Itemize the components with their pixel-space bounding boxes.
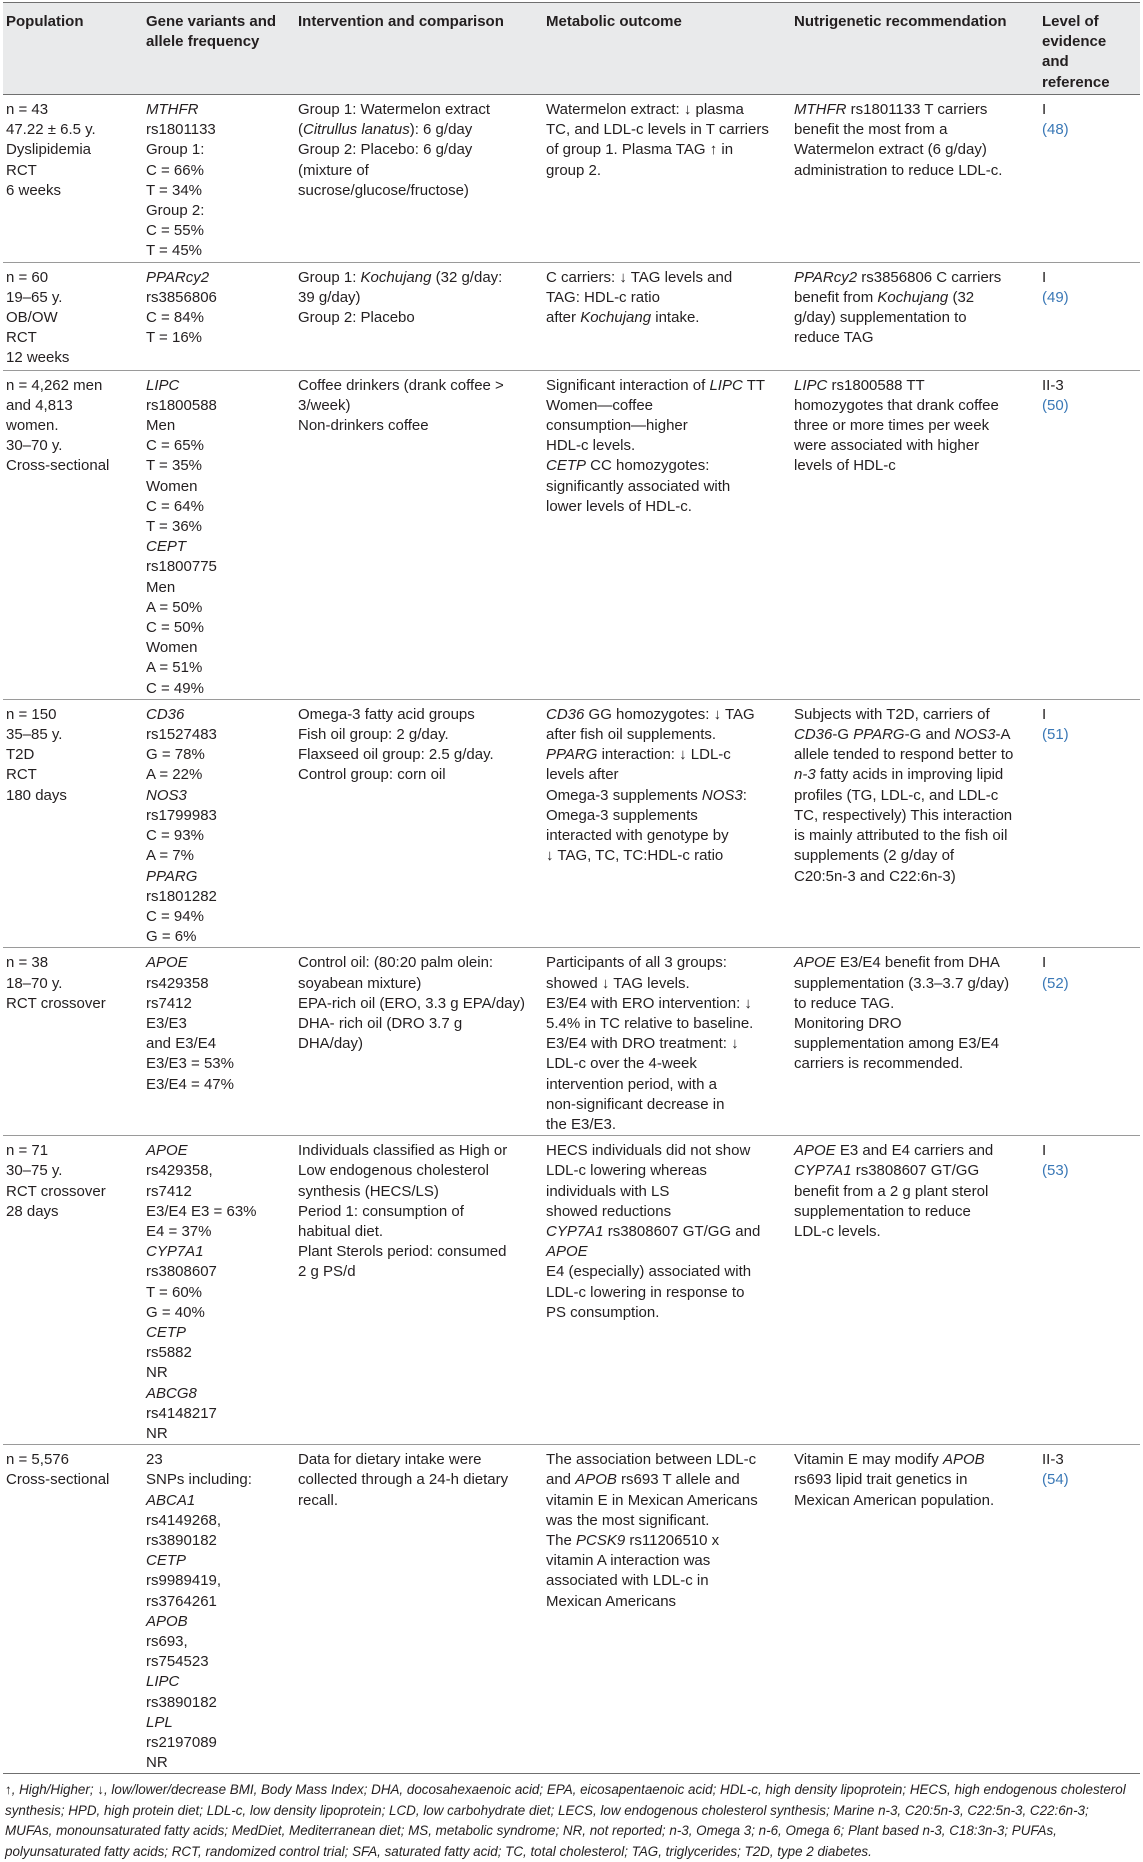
outcome-line: PPARG interaction: ↓ LDL-c: [546, 746, 731, 764]
gene-line: and E3/E4: [146, 1035, 217, 1053]
table-row: [3, 948, 1140, 1136]
gene-line: Group 2:: [146, 202, 205, 220]
gene-line: Women: [146, 477, 198, 495]
outcome-line: Watermelon extract: ↓ plasma: [546, 101, 744, 118]
outcome-line: consumption—higher: [546, 417, 688, 435]
nutrigenetics-table: [3, 2, 1140, 1774]
intervention-line: sucrose/glucose/fructose): [298, 181, 469, 199]
population-line: Dyslipidemia: [6, 141, 92, 159]
recommendation-line: were associated with higher: [794, 437, 980, 455]
gene-line: NOS3: [146, 786, 187, 804]
metabolic-outcome-cell: [543, 948, 791, 1136]
gene-line: rs1801133: [146, 121, 216, 139]
outcome-line: interacted with genotype by: [546, 827, 729, 845]
evidence-level: II-3: [1042, 376, 1064, 394]
intervention-line: collected through a 24-h dietary: [298, 1471, 509, 1489]
outcome-line: E3/E4 with ERO intervention: ↓: [546, 994, 752, 1012]
intervention-line: Plant Sterols period: consumed: [298, 1243, 507, 1261]
population-line: RCT: [6, 766, 37, 784]
intervention-line: Low endogenous cholesterol: [298, 1162, 489, 1180]
gene-line: C = 50%: [146, 619, 204, 637]
outcome-line: The PCSK9 rs11206510 x: [546, 1532, 720, 1549]
gene-line: E3/E4 E3 = 63%: [146, 1202, 257, 1220]
intervention-line: synthesis (HECS/LS): [298, 1182, 439, 1200]
gene-line: LPL: [146, 1713, 173, 1731]
header-evidence: Level of evidence and reference: [1039, 3, 1140, 95]
table-row: [3, 95, 1140, 263]
gene-line: rs3890182: [146, 1532, 217, 1549]
outcome-line: individuals with LS: [546, 1182, 670, 1200]
recommendation-line: benefit from Kochujang (32: [794, 288, 975, 306]
population-cell: [3, 370, 143, 699]
gene-line: CETP: [146, 1323, 187, 1341]
intervention-line: Period 1: consumption of: [298, 1202, 464, 1220]
outcome-line: TC, and LDL-c levels in T carriers: [546, 121, 769, 139]
gene-line: rs1527483: [146, 726, 217, 744]
population-line: 28 days: [6, 1202, 59, 1220]
recommendation-line: LDL-c levels.: [794, 1222, 881, 1240]
intervention-cell: [295, 370, 543, 699]
metabolic-outcome-cell: [543, 95, 791, 263]
recommendation-line: n-3 fatty acids in improving lipid: [794, 766, 1004, 784]
evidence-level: II-3: [1042, 1451, 1064, 1469]
gene-line: rs1800588: [146, 396, 217, 414]
recommendation-line: g/day) supplementation to: [794, 309, 967, 327]
gene-line: rs7412: [146, 994, 192, 1012]
gene-line: rs7412: [146, 1182, 192, 1200]
outcome-line: TAG: HDL-c ratio: [546, 288, 660, 306]
gene-line: rs9989419,: [146, 1572, 222, 1590]
gene-line: E3/E3: [146, 1014, 187, 1032]
gene-variants-cell: [143, 1136, 295, 1445]
outcome-line: vitamin E in Mexican Americans: [546, 1491, 758, 1509]
recommendation-line: supplementation among E3/E4: [794, 1035, 1000, 1053]
header-intervention: Intervention and comparison: [295, 3, 543, 95]
gene-line: C = 64%: [146, 497, 204, 515]
gene-line: CYP7A1: [146, 1243, 204, 1261]
outcome-line: showed ↓ TAG levels.: [546, 974, 690, 992]
intervention-line: EPA-rich oil (ERO, 3.3 g EPA/day): [298, 994, 526, 1012]
gene-line: T = 45%: [146, 242, 203, 260]
population-line: n = 5,576: [6, 1451, 69, 1469]
intervention-cell: [295, 95, 543, 263]
reference-link[interactable]: (53): [1042, 1162, 1069, 1180]
outcome-line: after fish oil supplements.: [546, 726, 717, 744]
population-line: 35–85 y.: [6, 726, 63, 744]
intervention-line: Coffee drinkers (drank coffee >: [298, 376, 504, 394]
gene-line: C = 66%: [146, 161, 204, 179]
outcome-line: APOE: [546, 1243, 588, 1261]
intervention-line: 3/week): [298, 396, 351, 414]
metabolic-outcome-cell: [543, 1445, 791, 1774]
gene-line: T = 60%: [146, 1283, 203, 1301]
population-cell: [3, 1445, 143, 1774]
gene-line: ABCG8: [146, 1384, 197, 1402]
evidence-cell: [1039, 1136, 1140, 1445]
intervention-cell: [295, 699, 543, 947]
evidence-cell: [1039, 370, 1140, 699]
outcome-line: E4 (especially) associated with: [546, 1263, 752, 1281]
gene-line: C = 55%: [146, 222, 204, 240]
recommendation-line: CD36-G PPARG-G and NOS3-A: [794, 726, 1011, 744]
gene-line: Women: [146, 639, 198, 657]
recommendation-line: to reduce TAG.: [794, 994, 895, 1012]
gene-line: CD36: [146, 705, 185, 723]
intervention-line: Control group: corn oil: [298, 766, 446, 784]
intervention-cell: [295, 1136, 543, 1445]
gene-line: G = 40%: [146, 1303, 205, 1321]
population-cell: [3, 95, 143, 263]
gene-line: PPARcy2: [146, 268, 210, 286]
evidence-level: I: [1042, 954, 1047, 972]
population-line: RCT: [6, 161, 37, 179]
population-line: RCT crossover: [6, 994, 106, 1012]
outcome-line: associated with LDL-c in: [546, 1572, 709, 1590]
gene-line: APOE: [146, 954, 188, 972]
reference-link[interactable]: (51): [1042, 726, 1069, 744]
recommendation-line: LIPC rs1800588 TT: [794, 376, 925, 394]
table-header-row: [3, 3, 1140, 95]
gene-line: rs3808607: [146, 1263, 217, 1281]
metabolic-outcome-cell: [543, 1136, 791, 1445]
table-body: [3, 95, 1140, 1774]
gene-line: rs754523: [146, 1653, 209, 1671]
gene-line: APOE: [146, 1142, 188, 1160]
outcome-line: E3/E4 with DRO treatment: ↓: [546, 1035, 739, 1053]
gene-line: Men: [146, 578, 176, 596]
population-cell: [3, 262, 143, 370]
gene-line: A = 7%: [146, 847, 194, 865]
gene-line: rs429358: [146, 974, 209, 992]
outcome-line: group 2.: [546, 161, 602, 179]
population-line: OB/OW: [6, 309, 58, 327]
gene-line: G = 6%: [146, 928, 197, 946]
evidence-level: I: [1042, 1142, 1047, 1160]
recommendation-line: allele tended to respond better to: [794, 746, 1014, 764]
gene-line: T = 16%: [146, 329, 203, 347]
evidence-level: I: [1042, 101, 1047, 118]
gene-line: NR: [146, 1754, 168, 1772]
reference-link[interactable]: (54): [1042, 1471, 1069, 1489]
gene-variants-cell: [143, 1445, 295, 1774]
outcome-line: was the most significant.: [546, 1511, 710, 1529]
gene-line: C = 84%: [146, 309, 204, 327]
intervention-line: soyabean mixture): [298, 974, 422, 992]
gene-line: rs4148217: [146, 1404, 217, 1422]
population-cell: [3, 699, 143, 947]
recommendation-line: Watermelon extract (6 g/day): [794, 141, 987, 159]
intervention-line: Non-drinkers coffee: [298, 417, 429, 435]
gene-line: A = 51%: [146, 659, 203, 677]
table-row: [3, 1136, 1140, 1445]
gene-line: rs1799983: [146, 806, 217, 824]
intervention-line: recall.: [298, 1491, 339, 1509]
table-row: [3, 370, 1140, 699]
header-metabolic-outcome: Metabolic outcome: [543, 3, 791, 95]
evidence-level: I: [1042, 268, 1047, 286]
intervention-line: DHA/day): [298, 1035, 364, 1053]
recommendation-line: administration to reduce LDL-c.: [794, 161, 1003, 179]
intervention-line: 2 g PS/d: [298, 1263, 356, 1281]
population-line: 19–65 y.: [6, 288, 63, 306]
reference-link[interactable]: (48): [1042, 121, 1069, 139]
evidence-level: I: [1042, 705, 1047, 723]
gene-line: rs3764261: [146, 1592, 217, 1610]
gene-line: rs429358,: [146, 1162, 213, 1180]
recommendation-line: Monitoring DRO: [794, 1014, 902, 1032]
outcome-line: LDL-c lowering in response to: [546, 1283, 745, 1301]
population-line: RCT crossover: [6, 1182, 106, 1200]
outcome-line: the E3/E3.: [546, 1115, 617, 1133]
outcome-line: LDL-c lowering whereas: [546, 1162, 707, 1180]
recommendation-line: PPARcy2 rs3856806 C carriers: [794, 268, 1002, 286]
population-line: 18–70 y.: [6, 974, 63, 992]
metabolic-outcome-cell: [543, 699, 791, 947]
population-line: n = 71: [6, 1142, 49, 1160]
gene-line: rs4149268,: [146, 1511, 222, 1529]
reference-link[interactable]: (52): [1042, 974, 1069, 992]
outcome-line: after Kochujang intake.: [546, 309, 700, 327]
intervention-line: Fish oil group: 2 g/day.: [298, 726, 449, 744]
recommendation-line: benefit from a 2 g plant sterol: [794, 1182, 989, 1200]
table-footnote: ↑, High/Higher; ↓, low/lower/decrease BMI, Body Mass Index; DHA, docosahexaenoic acid; EPA, eicosapentaenoic acid; HDL-c, high density lipoprotein; HECS, high endogenous cholesterol synthesis; HPD, high protein diet; LDL-c, low density lipoprotein; LCD, low carbohydrate diet; LECS, low endogenous cholesterol synthesis; Marine n-3, C20:5n-3, C22:5n-3, C22:6n-3; MUFAs, monounsaturated fatty acids; MedDiet, Mediterranean diet; MS, metabolic syndrome; NR, not reported; n-3, Omega 3; n-6, Omega 6; Plant based n-3, C18:3n-3; PUFAs, polyunsaturated fatty acids; RCT, randomized control trial; SFA, saturated fatty acid; TC, total cholesterol; TAG, triglycerides; T2D, type 2 diabetes.: [5, 1782, 1126, 1859]
recommendation-line: TC, respectively) This interaction: [794, 806, 1013, 824]
gene-variants-cell: [143, 262, 295, 370]
intervention-line: Group 2: Placebo: [298, 309, 415, 327]
evidence-cell: [1039, 1445, 1140, 1774]
population-line: 6 weeks: [6, 181, 62, 199]
population-line: 180 days: [6, 786, 67, 804]
reference-link[interactable]: (50): [1042, 396, 1069, 414]
recommendation-cell: [791, 262, 1039, 370]
gene-line: rs1800775: [146, 558, 217, 576]
population-line: 47.22 ± 6.5 y.: [6, 121, 96, 139]
outcome-line: ↓ TAG, TC, TC:HDL-c ratio: [546, 847, 724, 865]
intervention-cell: [295, 948, 543, 1136]
population-line: 12 weeks: [6, 349, 70, 367]
gene-variants-cell: [143, 95, 295, 263]
recommendation-line: Vitamin E may modify APOB: [794, 1451, 985, 1469]
recommendation-line: is mainly attributed to the fish oil: [794, 827, 1008, 845]
population-line: 30–75 y.: [6, 1162, 63, 1180]
recommendation-line: supplements (2 g/day of: [794, 847, 955, 865]
recommendation-line: C20:5n-3 and C22:6n-3): [794, 867, 956, 885]
outcome-line: of group 1. Plasma TAG ↑ in: [546, 141, 734, 159]
outcome-line: Significant interaction of LIPC TT: [546, 376, 766, 394]
outcome-line: and APOB rs693 T allele and: [546, 1471, 740, 1489]
recommendation-cell: [791, 1445, 1039, 1774]
recommendation-cell: [791, 370, 1039, 699]
gene-line: A = 22%: [146, 766, 203, 784]
population-line: n = 38: [6, 954, 49, 972]
gene-line: rs693,: [146, 1633, 188, 1651]
gene-line: ABCA1: [146, 1491, 196, 1509]
reference-link[interactable]: (49): [1042, 288, 1069, 306]
population-line: RCT: [6, 329, 37, 347]
recommendation-cell: [791, 948, 1039, 1136]
population-line: n = 60: [6, 268, 49, 286]
evidence-cell: [1039, 948, 1140, 1136]
intervention-line: 39 g/day): [298, 288, 361, 306]
intervention-line: (Citrullus lanatus): 6 g/day: [298, 121, 473, 139]
recommendation-line: APOE E3 and E4 carriers and: [794, 1142, 994, 1160]
intervention-line: Data for dietary intake were: [298, 1451, 482, 1469]
gene-line: LIPC: [146, 1673, 180, 1691]
gene-line: C = 93%: [146, 827, 204, 845]
gene-line: E4 = 37%: [146, 1222, 212, 1240]
intervention-cell: [295, 1445, 543, 1774]
evidence-cell: [1039, 699, 1140, 947]
recommendation-cell: [791, 95, 1039, 263]
gene-line: rs3856806: [146, 288, 217, 306]
gene-line: A = 50%: [146, 598, 203, 616]
gene-line: C = 65%: [146, 437, 204, 455]
outcome-line: HECS individuals did not show: [546, 1142, 751, 1160]
evidence-cell: [1039, 95, 1140, 263]
recommendation-line: benefit the most from a: [794, 121, 948, 139]
population-cell: [3, 948, 143, 1136]
recommendation-line: three or more times per week: [794, 417, 990, 435]
outcome-line: LDL-c over the 4-week: [546, 1055, 697, 1073]
gene-line: E3/E4 = 47%: [146, 1075, 234, 1093]
intervention-line: Omega-3 fatty acid groups: [298, 705, 475, 723]
population-cell: [3, 1136, 143, 1445]
recommendation-cell: [791, 1136, 1039, 1445]
recommendation-cell: [791, 699, 1039, 947]
table-row: [3, 1445, 1140, 1774]
population-line: n = 4,262 men: [6, 376, 103, 394]
gene-line: APOB: [146, 1612, 188, 1630]
gene-line: NR: [146, 1424, 168, 1442]
gene-line: C = 94%: [146, 907, 204, 925]
intervention-line: Group 1: Kochujang (32 g/day:: [298, 268, 503, 286]
recommendation-line: Mexican American population.: [794, 1491, 995, 1509]
outcome-line: vitamin A interaction was: [546, 1552, 711, 1570]
evidence-cell: [1039, 262, 1140, 370]
outcome-line: CD36 GG homozygotes: ↓ TAG: [546, 705, 755, 723]
gene-line: C = 49%: [146, 679, 204, 697]
outcome-line: PS consumption.: [546, 1303, 660, 1321]
gene-line: rs3890182: [146, 1693, 217, 1711]
header-gene-variants: Gene variants and allele frequency: [143, 3, 295, 95]
population-line: n = 43: [6, 101, 49, 118]
gene-variants-cell: [143, 948, 295, 1136]
outcome-line: Omega-3 supplements NOS3:: [546, 786, 747, 804]
intervention-line: Group 1: Watermelon extract: [298, 101, 491, 118]
population-line: T2D: [6, 746, 35, 764]
outcome-line: 5.4% in TC relative to baseline.: [546, 1014, 754, 1032]
gene-line: rs5882: [146, 1344, 192, 1362]
intervention-line: DHA- rich oil (DRO 3.7 g: [298, 1014, 463, 1032]
outcome-line: intervention period, with a: [546, 1075, 717, 1093]
outcome-line: Women—coffee: [546, 396, 653, 414]
outcome-line: lower levels of HDL-c.: [546, 497, 692, 515]
recommendation-line: CYP7A1 rs3808607 GT/GG: [794, 1162, 980, 1180]
recommendation-line: rs693 lipid trait genetics in: [794, 1471, 968, 1489]
outcome-line: levels after: [546, 766, 619, 784]
gene-line: CEPT: [146, 538, 187, 556]
gene-line: Men: [146, 417, 176, 435]
gene-line: CETP: [146, 1552, 187, 1570]
intervention-line: habitual diet.: [298, 1222, 384, 1240]
gene-line: NR: [146, 1364, 168, 1382]
intervention-cell: [295, 262, 543, 370]
gene-line: T = 35%: [146, 457, 203, 475]
intervention-line: Flaxseed oil group: 2.5 g/day.: [298, 746, 494, 764]
gene-line: T = 34%: [146, 181, 203, 199]
recommendation-line: supplementation (3.3–3.7 g/day): [794, 974, 1010, 992]
intervention-line: Group 2: Placebo: 6 g/day: [298, 141, 473, 159]
outcome-line: CETP CC homozygotes:: [546, 457, 710, 475]
gene-variants-cell: [143, 699, 295, 947]
header-population: Population: [3, 3, 143, 95]
outcome-line: significantly associated with: [546, 477, 731, 495]
population-line: n = 150: [6, 705, 57, 723]
population-line: Cross-sectional: [6, 457, 110, 475]
recommendation-line: Subjects with T2D, carriers of: [794, 705, 990, 723]
recommendation-line: MTHFR rs1801133 T carriers: [794, 101, 988, 118]
outcome-line: HDL-c levels.: [546, 437, 636, 455]
recommendation-line: carriers is recommended.: [794, 1055, 964, 1073]
outcome-line: Mexican Americans: [546, 1592, 677, 1610]
gene-line: rs1801282: [146, 887, 217, 905]
population-line: Cross-sectional: [6, 1471, 110, 1489]
outcome-line: Omega-3 supplements: [546, 806, 698, 824]
gene-variants-cell: [143, 370, 295, 699]
gene-line: G = 78%: [146, 746, 205, 764]
outcome-line: C carriers: ↓ TAG levels and: [546, 268, 733, 286]
recommendation-line: supplementation to reduce: [794, 1202, 971, 1220]
metabolic-outcome-cell: [543, 262, 791, 370]
recommendation-line: homozygotes that drank coffee: [794, 396, 999, 414]
population-line: and 4,813: [6, 396, 73, 414]
recommendation-line: reduce TAG: [794, 329, 874, 347]
outcome-line: The association between LDL-c: [546, 1451, 757, 1469]
intervention-line: Control oil: (80:20 palm olein:: [298, 954, 494, 972]
table-row: [3, 699, 1140, 947]
population-line: 30–70 y.: [6, 437, 63, 455]
gene-line: LIPC: [146, 376, 180, 394]
outcome-line: CYP7A1 rs3808607 GT/GG and: [546, 1222, 761, 1240]
intervention-line: (mixture of: [298, 161, 369, 179]
gene-line: SNPs including:: [146, 1471, 252, 1489]
gene-line: Group 1:: [146, 141, 205, 159]
gene-line: rs2197089: [146, 1734, 217, 1752]
outcome-line: Participants of all 3 groups:: [546, 954, 727, 972]
gene-line: E3/E3 = 53%: [146, 1055, 234, 1073]
outcome-line: showed reductions: [546, 1202, 672, 1220]
gene-line: PPARG: [146, 867, 198, 885]
gene-line: MTHFR: [146, 101, 199, 118]
metabolic-outcome-cell: [543, 370, 791, 699]
recommendation-line: profiles (TG, LDL-c, and LDL-c: [794, 786, 999, 804]
recommendation-line: levels of HDL-c: [794, 457, 896, 475]
gene-line: 23: [146, 1451, 163, 1469]
population-line: women.: [6, 417, 59, 435]
recommendation-line: APOE E3/E4 benefit from DHA: [794, 954, 1000, 972]
outcome-line: non-significant decrease in: [546, 1095, 725, 1113]
header-recommendation: Nutrigenetic recommendation: [791, 3, 1039, 95]
intervention-line: Individuals classified as High or: [298, 1142, 508, 1160]
gene-line: T = 36%: [146, 518, 203, 536]
table-row: [3, 262, 1140, 370]
